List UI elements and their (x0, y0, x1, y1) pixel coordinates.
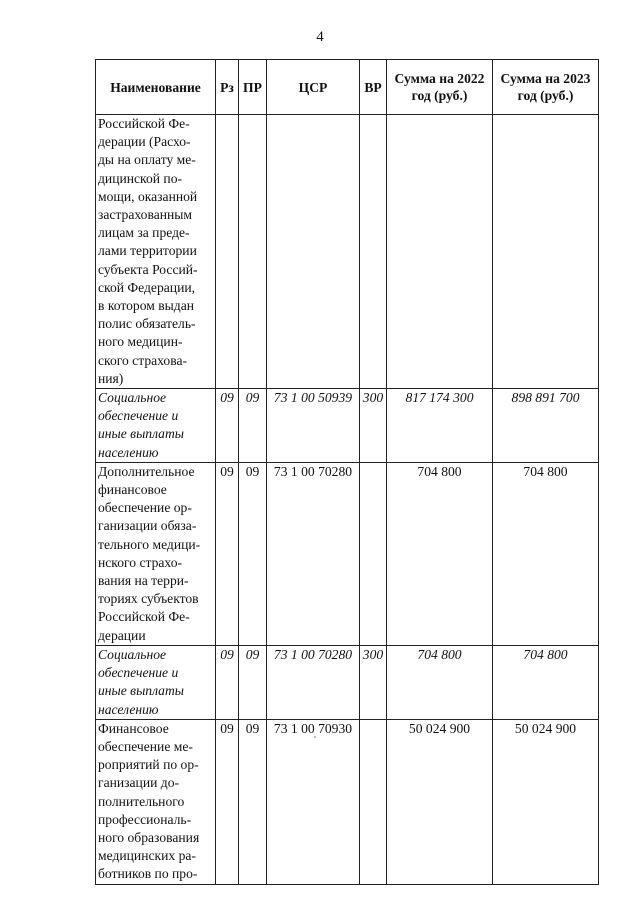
cell-csr (267, 115, 360, 389)
cell-vr (360, 115, 387, 389)
cell-sum-2023 (493, 115, 599, 389)
cell-vr (360, 719, 387, 884)
cell-sum-2023: 898 891 700 (493, 389, 599, 463)
header-csr: ЦСР (267, 60, 360, 115)
cell-vr (360, 462, 387, 645)
header-row (96, 60, 599, 115)
cell-csr: 73 1 00 50939 (267, 389, 360, 463)
table-row (96, 719, 599, 884)
table-header (96, 60, 599, 115)
cell-vr: 300 (360, 645, 387, 719)
cell-pr: 09 (239, 645, 267, 719)
cell-name: Финансовое обеспечение ме- роприятий по ор- ганизации до- полнительного профессиональ- ного образования медицинских ра- ботников по про- (96, 719, 216, 884)
header-rz: Рз (216, 60, 239, 115)
cell-pr: 09 (239, 719, 267, 884)
cell-vr: 300 (360, 389, 387, 463)
cell-csr: 73 1 00 70930 (267, 719, 360, 884)
cell-csr: 73 1 00 70280 (267, 645, 360, 719)
header-vr: ВР (360, 60, 387, 115)
table-row (96, 115, 599, 389)
cell-name: Социальное обеспечение и иные выплаты населению (96, 389, 216, 463)
cell-sum-2023: 704 800 (493, 462, 599, 645)
cell-rz: 09 (216, 389, 239, 463)
cell-name: Дополнительное финансовое обеспечение ор- ганизации обяза- тельного медици- нского страхо- вания на терри- ториях субъектов Российской Фе- дерации (96, 462, 216, 645)
cell-sum-2023: 704 800 (493, 645, 599, 719)
table-row (96, 462, 599, 645)
header-name: Наименование (96, 60, 216, 115)
scan-speck (314, 736, 316, 738)
header-sum-2023: Сумма на 2023 год (руб.) (493, 60, 599, 115)
cell-sum-2023: 50 024 900 (493, 719, 599, 884)
table-row (96, 389, 599, 463)
cell-name: Социальное обеспечение и иные выплаты населению (96, 645, 216, 719)
cell-sum-2022: 704 800 (387, 645, 493, 719)
cell-sum-2022: 817 174 300 (387, 389, 493, 463)
header-pr: ПР (239, 60, 267, 115)
page-number: 4 (316, 29, 324, 45)
cell-sum-2022: 704 800 (387, 462, 493, 645)
cell-pr (239, 115, 267, 389)
cell-sum-2022 (387, 115, 493, 389)
cell-rz (216, 115, 239, 389)
cell-csr: 73 1 00 70280 (267, 462, 360, 645)
cell-rz: 09 (216, 719, 239, 884)
cell-name: Российской Фе- дерации (Расхо- ды на оплату ме- дицинской по- мощи, оказанной застрахованным лицам за преде- лами территории субъекта Россий- ской Федерации, в котором выдан полис обязатель- ного медицин- ского страхова- ния) (96, 115, 216, 389)
table-row (96, 645, 599, 719)
header-sum-2022: Сумма на 2022 год (руб.) (387, 60, 493, 115)
table-body (96, 115, 599, 885)
cell-pr: 09 (239, 389, 267, 463)
cell-rz: 09 (216, 462, 239, 645)
cell-pr: 09 (239, 462, 267, 645)
cell-sum-2022: 50 024 900 (387, 719, 493, 884)
cell-rz: 09 (216, 645, 239, 719)
budget-table (95, 59, 599, 885)
